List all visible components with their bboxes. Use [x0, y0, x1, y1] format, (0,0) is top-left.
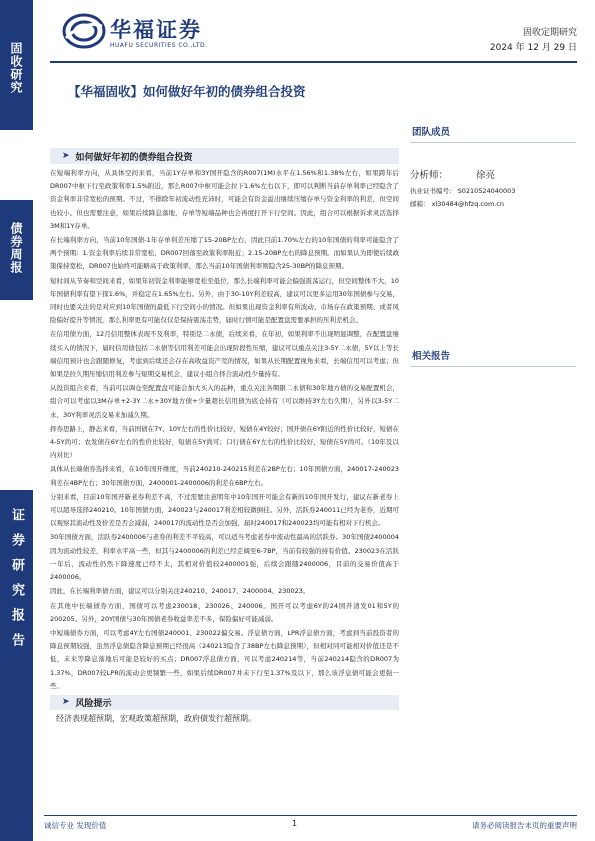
related-title: 相关报告	[412, 351, 451, 362]
paragraph: 择券思路上，静态来看，当前国债在7Y、10Y左右的性价比较好，短债在4Y较好；国开债在6Y附近的性价比较好，短债在4-5Y尚可；农发债在6Y左右的性价比较好，短债在5Y尚可；口行债在6Y左右的性价比较好，短债在5Y尚可。（10年及以内对比）	[50, 424, 399, 460]
analyst-row	[410, 167, 576, 181]
paragraph: 在短端利率方向，从具体空间来看，当前1Y存单和3Y国开隐含的R007(1M)水平在1.56%和1.38%左右，如果跨年后DR007中枢下行至政策利率1.5%附近，那么R007中枢可能会拉下1.6%左右以下，即可以判断当前存单利率已经隐含了资金利率非常宽松的预期。不过，不排除年初流动性充沛时，可能会有资金溢出继续压缩存单与资金利率的利差，但空间也较小。但也需要注意，如果后续降息落地，存单等短端品种也会再度打开下行空间。因此，组合可以根据诉求灵活选择3M和1Y存单。	[50, 169, 399, 230]
footer-disclaimer: 请务必阅读报告末页的重要声明	[472, 821, 577, 830]
sidebar-category-block	[0, 0, 33, 130]
paragraph: 分别来看，目前10年国开新老券利差不高，不过需要注意明年中10年国开可能会有新的10年国开发行，建议在新老券上可以超导选择240210。10年国债方面，240023与240017利差相较微倒挂。另外，活跃券240011已经为老券，近期可以观察其流动性及价差是否会减弱，240017的流动性是否会加强，届时240017和240023均可能有相对下行机会。	[50, 492, 399, 528]
sidebar-report-block	[0, 490, 33, 841]
paragraph: 因此，在长端利率债方面，建议可以分别关注240210、240017、2400004、230023。	[50, 587, 310, 596]
report-title: 【华福固收】如何做好年初的债券组合投资	[68, 84, 306, 99]
risk-arrow-icon: ➤	[62, 697, 70, 708]
logo-chinese-text: 华福证券	[110, 18, 202, 42]
logo-english-text: HUAFU SECURITIES CO.,LTD.	[110, 42, 208, 49]
company-logo	[62, 10, 242, 56]
team-divider	[410, 142, 576, 143]
logo-mark-icon	[62, 12, 106, 50]
paragraph: 短时间从节奏和空间来看，如果年初资金利率能够宽松至低位，那么长端利率可能会偏强震荡运行，但空间整体不大，10年国债利率有望下探1.6%，并稳定在1.65%左右。另外，由于30-10Y利差较高，建议可以更多运用30年国债参与交易，同时也要关注的是对应到10年国债的最低下行空间小的情况。但如果出现资金利率有所波动、市场存在政策预期、或者风险偏好提升等情况，那么利率更有可能仅仅是保持震荡走势，届时行情可能是配置盘需要承担的压利差机会。	[50, 276, 399, 325]
footer-slogan: 诚信专业 发现价值	[44, 821, 107, 830]
certificate-number: 执业证书编号： S0210524040003	[410, 187, 516, 195]
sidebar-category-label: 固收研究	[9, 42, 23, 94]
paragraph: 从投资组合来看，当前可以调仓至配置盘可能会加大买入的品种，重点关注各期限二永债和30年地方债的交易配置机会，组合可以考虑以3M存单+2-3Y二永+30Y地方债+少量超长信用债为底仓持有（可以维持3Y左右久期），另外以3-5Y二永、30Y利率灵活交易来加减久期。	[50, 384, 399, 419]
section-header	[50, 148, 399, 164]
left-sidebar	[0, 0, 33, 841]
paragraph: 在长端利率方向，当前10年国债-1年存单利差压缩了15-20BP左右，因此目前1.70%左右的10年国债的利率可能隐含了两个预期：1.资金利率后续非常宽松，DR007回落至政策利率附近；2.15-20BP左右的降息预期。而如果认为即使后续政策保持宽松，DR007也始终可能略高于政策利率，那么当前10年国债利率则隐含25-30BP的降息预期。	[50, 236, 399, 271]
analyst-name: 徐亮	[476, 170, 496, 181]
related-reports-panel	[410, 348, 576, 367]
footer-divider	[44, 815, 577, 816]
risk-text: 经济表现超预期，宏观政策超预期，政府债发行超预期。	[56, 713, 256, 723]
paragraph: 中短端债券方面，可以考虑4Y左右国债240001、230022偏交易。浮息债方面，LPR浮息债方面，考虑到当前投资者的降息预期较强，虽然浮息债隐含降息预期已经很高（240213隐含了38BP左右降息预期），但相对同可能相对价值还是不低，未来等降息落地后可能是较好的买点；DR007浮息债方面，可以考虑240214等，当前240214隐含的DR007为1.37%，DR007较LPR的流动会更频繁一些，如果后续DR007并未下行至1.37%及以下，那么该浮息债可能会更强一些。	[50, 628, 399, 690]
risk-section-header	[50, 695, 399, 710]
section-body	[50, 167, 399, 693]
header-divider	[50, 61, 577, 63]
analyst-email[interactable]: 邮箱： xl30484@hfzq.com.cn	[410, 200, 505, 208]
team-panel	[410, 124, 576, 211]
main-content	[50, 148, 399, 724]
analyst-meta	[410, 185, 576, 211]
header-info	[490, 26, 577, 56]
report-date: 2024 年 12 月 29 日	[489, 43, 577, 53]
page-number: 1	[292, 819, 298, 828]
section-arrow-icon: ➤	[62, 151, 70, 161]
related-divider	[410, 366, 576, 367]
team-title: 团队成员	[412, 127, 451, 138]
paragraph: 在信用债方面，12月信用整体表现不及利率，特别是二永债，后续来看，在年初，如果利率不出现明显调整，在配置盘继续买入的情况下，届时信用债包括二永债等信用利差可能会出现阶段性压缩，建议可以重点关注3-5Y二永债，5Y以上等长端信用预计也会跟随修复，考虑到后续还会存在高收益资产荒的情况，如果从长期配置视角来看，长端信用可以考虑；但如果是拉久期压缩信用利差参与短期交易机会，建议小组合择合流动性少量持有。	[50, 330, 399, 379]
analyst-label: 分析师：	[410, 170, 449, 181]
sidebar-type-block	[0, 200, 33, 300]
sidebar-type-label: 债券周报	[9, 222, 23, 274]
report-type: 固收定期研究	[522, 28, 577, 38]
paragraph: 30年国债方面，活跃券2400006与老券的利差不平较高，可以适当考虑老券中流动性最高的活跃券。30年国债2400004因为流动性较差，利率水平高一些，但其与2400006的利差已经走阔至6-7BP，当前有较强的持有价值。230023在活跃一年后，流动性仍然下降速度已经不太，其相对价值较2400001强，后续会跟随2400006，目前的交易价值高于2400006。	[50, 533, 399, 582]
sidebar-report-label: 证券研究报告	[9, 508, 24, 658]
paragraph: 在其他中长端债券方面，国债可以考虑230018、230026、240006。国开可以考虑6Y的24国开清发01和5Y的200205。另外，20Y国债与30年国债老券收益率差不多，保险偏好可能减弱。	[50, 601, 399, 623]
risk-title: 风险提示	[75, 698, 112, 709]
section-title: 如何做好年初的债券组合投资	[75, 152, 193, 163]
paragraph: 具体从长端债券选择来看，在10年国开维度，当前240210-240215利差在2BP左右；10年国债方面，240017-240023利差在4BP左右；30年国债方面，2400001-2400006的利差在6BP左右。	[50, 465, 399, 487]
